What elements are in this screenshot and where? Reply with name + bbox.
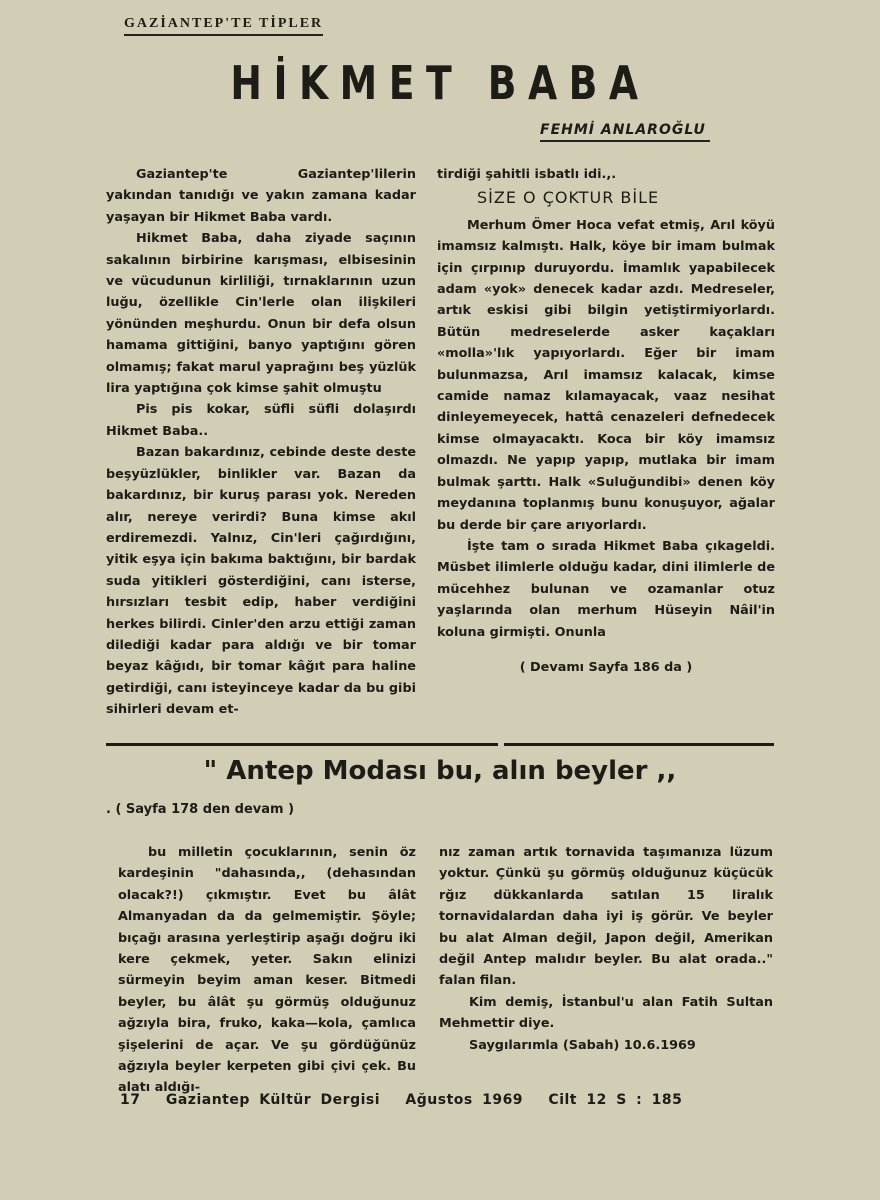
section-title: GAZİANTEP'TE TİPLER xyxy=(124,16,323,36)
paragraph: Bazan bakardınız, cebinde deste deste beşyüzlükler, binlikler var. Bazan da bakardınız, bir kuruş parası yok. Nereden alır, nereye verirdi? Buna kimse akıl erdiremezdi. Yalnız, Cin'leri çağırdığını, yitik eşya için bakıma baktığını, bir bardak suda yitikleri gösterdiğini, canı isterse, hırsızları tesbit edip, haber verdiğini herkes bilirdi. Cinler'den arzu ettiği zaman dilediği kadar para aldığı ve bir tomar beyaz kâğıdı, bir tomar kâğıt para haline getirdiği, canı isteyinceye kadar da bu gibi sihirleri devam et- xyxy=(106,445,416,718)
continued-from-note: . ( Sayfa 178 den devam ) xyxy=(106,802,295,817)
article2-right-column xyxy=(439,842,773,1056)
paragraph: Kim demiş, İstanbul'u alan Fatih Sultan Mehmettir diye. xyxy=(439,994,773,1032)
divider-right xyxy=(504,743,774,746)
journal-name: Gaziantep Kültür Dergisi xyxy=(165,1092,381,1108)
signature-line: Saygılarımla (Sabah) 10.6.1969 xyxy=(469,1037,696,1053)
continued-note: ( Devamı Sayfa 186 da ) xyxy=(519,659,693,675)
issue-date: Ağustos 1969 xyxy=(405,1092,524,1108)
article2-headline: " Antep Modası bu, alın beyler ,, xyxy=(203,756,677,786)
page-number: 17 xyxy=(120,1092,141,1108)
article-title: HİKMET BABA xyxy=(230,56,650,110)
paragraph: nız zaman artık tornavida taşımanıza lüzum yoktur. Çünkü şu görmüş olduğunuz küçücük rğız dükkanlarda satılan 15 liralık tornavidalardan daha iyi iş görür. Ve beyler bu alat Alman değil, Japon değil, Amerikan değil Antep malıdır beyler. Bu alat orada.." falan filan. xyxy=(439,845,773,989)
paragraph: Hikmet Baba, daha ziyade saçının sakalının birbirine karışması, elbisesinin ve vücudunun kirliliği, tırnaklarının uzun luğu, özellikle Cin'lerle olan ilişkileri yönünden meşhurdu. Onun bir defa olsun hamama gittiğini, banyo yaptığını gören olmamış; fakat marul yaprağını beş yüzlük lira yaptığına çok kimse şahit olmuştu xyxy=(106,231,416,397)
paragraph: bu milletin çocuklarının, senin öz kardeşinin "dahasında,, (dehasından olacak?!) çıkmıştır. Evet bu âlât Almanyadan da da gelmemiştir. Şöyle; bıçağı arasına yerleştirip aşağı doğru iki kere çekmek, yeter. Sakın elinizi sürmeyin beyim aman keser. Bitmedi beyler, bu âlât şu görmüş olduğunuz ağzıyla bira, fruko, kaka—kola, çamlıca şişelerini de açar. Ve şu gördüğünüz ağzıyla beyler kerpeten gibi çivi çek. Bu alatı aldığı- xyxy=(118,845,416,1096)
author-name: FEHMİ ANLAROĞLU xyxy=(540,122,710,142)
divider-left xyxy=(106,743,498,746)
volume-info: Cilt 12 S : 185 xyxy=(548,1092,683,1108)
subheading: SİZE O ÇOKTUR BİLE xyxy=(477,188,660,208)
article1-left-column xyxy=(106,164,416,721)
paragraph: Gaziantep'te Gaziantep'lilerin yakından tanıdığı ve yakın zamana kadar yaşayan bir Hikmet Baba vardı. xyxy=(106,167,416,225)
paragraph: İşte tam o sırada Hikmet Baba çıkageldi. Müsbet ilimlerle olduğu kadar, dini ilimlerle de mücehhez bulunan ve ozamanlar otuz yaşlarında olan merhum Hüseyin Nâil'in koluna girmişti. Onunla xyxy=(437,538,775,640)
paragraph: tirdiği şahitli isbatlı idi.,. xyxy=(437,167,617,182)
article2-left-column xyxy=(118,842,416,1099)
page-footer xyxy=(120,1092,698,1108)
paragraph: Merhum Ömer Hoca vefat etmiş, Arıl köyü imamsız kalmıştı. Halk, köye bir imam bulmak için çırpınıp duruyordu. İmamlık yapabilecek adam «yok» denecek kadar azdı. Medreseler, artık eskisi gibi bilgin yetiştirmiyorlardı. Bütün medreselerde asker kaçakları «molla»'lık yapıyorlardı. Eğer bir imam bulunmazsa, Arıl imamsız kalacak, kimse camide namaz kılamayacak, vaaz nesihat dinleyemeyecek, hattâ cenazeleri defnedecek kimse olmayacaktı. Koca bir köy imamsız olmazdı. Ne yapıp yapıp, mutlaka bir imam bulmak şarttı. Halk «Suluğundibi» denen köy meydanına toplanmış bunu konuşuyor, ağalar bu derde bir çare arıyorlardı. xyxy=(437,217,775,533)
article1-right-column xyxy=(437,164,775,678)
paragraph: Pis pis kokar, süfli süfli dolaşırdı Hikmet Baba.. xyxy=(106,402,416,439)
